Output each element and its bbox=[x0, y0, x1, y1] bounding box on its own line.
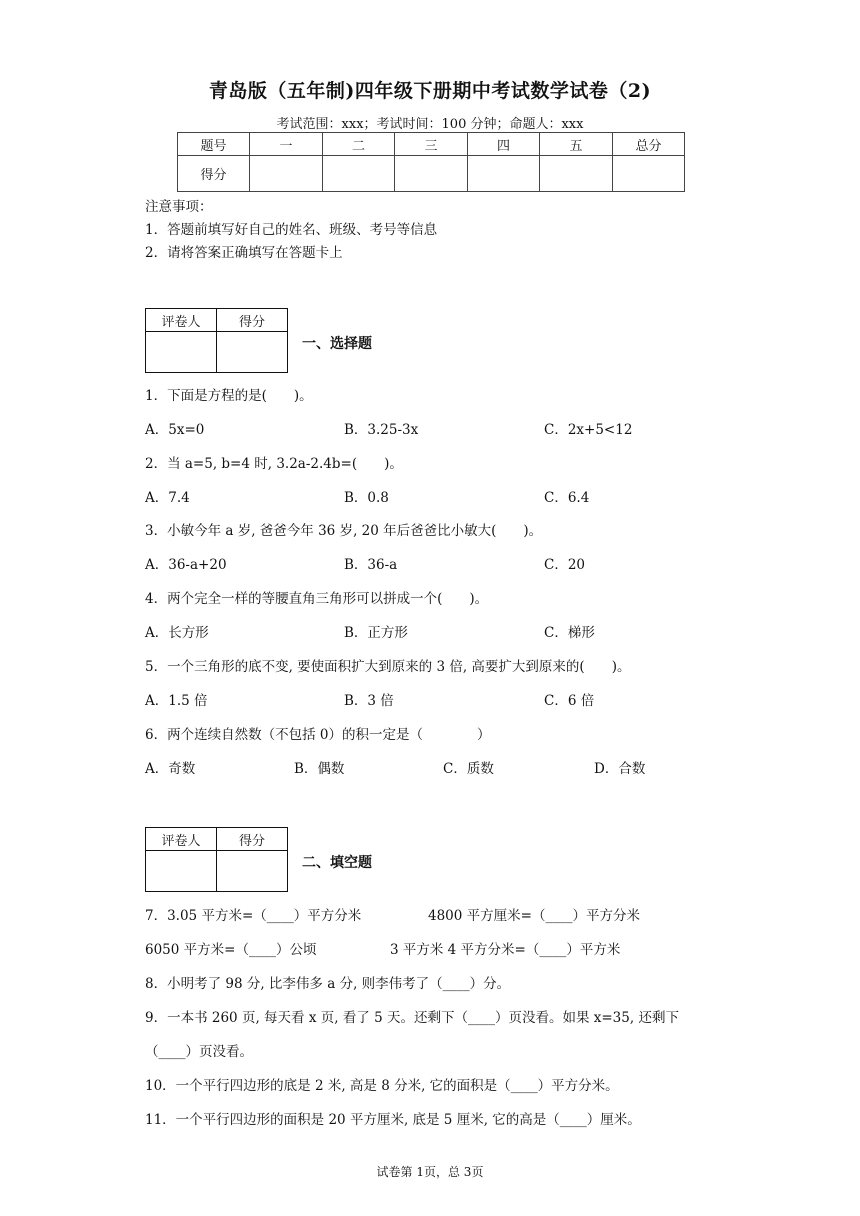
option-b[interactable]: B．3 倍 bbox=[344, 693, 394, 709]
option-a[interactable]: A．长方形 bbox=[145, 625, 209, 641]
grader-label: 评卷人 bbox=[146, 828, 217, 851]
option-a[interactable]: A．1.5 倍 bbox=[145, 693, 208, 709]
score-cell[interactable] bbox=[250, 156, 323, 192]
question-10: 10．一个平行四边形的底是 2 米, 高是 8 分米, 它的面积是（____）平方分米。 bbox=[145, 1078, 619, 1094]
question-7-part-4: 3 平方米 4 平方分米=（____）平方米 bbox=[390, 942, 621, 958]
option-b[interactable]: B．0.8 bbox=[344, 490, 389, 506]
exam-info: 考试范围：xxx；考试时间：100 分钟；命题人：xxx bbox=[276, 117, 584, 132]
score-table-header-row bbox=[178, 133, 685, 156]
grader-score-label: 得分 bbox=[217, 309, 288, 332]
question-1: 1．下面是方程的是( )。 bbox=[145, 388, 313, 404]
question-4: 4．两个完全一样的等腰直角三角形可以拼成一个( )。 bbox=[145, 591, 489, 607]
score-header-cell: 三 bbox=[395, 133, 468, 156]
score-header-cell: 五 bbox=[540, 133, 613, 156]
question-7-part-2: 4800 平方厘米=（____）平方分米 bbox=[428, 908, 640, 924]
section-title-fill: 二、填空题 bbox=[302, 855, 372, 871]
grader-score-label: 得分 bbox=[217, 828, 288, 851]
option-a[interactable]: A．奇数 bbox=[145, 761, 196, 777]
score-table-score-row bbox=[178, 156, 685, 192]
grader-label: 评卷人 bbox=[146, 309, 217, 332]
option-b[interactable]: B．36-a bbox=[344, 557, 398, 573]
grader-name-cell[interactable] bbox=[146, 332, 217, 373]
option-c[interactable]: C．20 bbox=[544, 557, 586, 573]
question-2: 2．当 a=5, b=4 时, 3.2a-2.4b=( )。 bbox=[145, 456, 403, 472]
option-c[interactable]: C．6 倍 bbox=[544, 693, 595, 709]
score-table bbox=[177, 132, 685, 192]
section-title-choice: 一、选择题 bbox=[302, 336, 372, 352]
score-cell[interactable] bbox=[613, 156, 685, 192]
question-9-line-2: （____）页没看。 bbox=[145, 1044, 253, 1060]
option-c[interactable]: C．梯形 bbox=[544, 625, 595, 641]
question-7-part-3: 6050 平方米=（____）公顷 bbox=[145, 942, 317, 958]
question-5: 5．一个三角形的底不变, 要使面积扩大到原来的 3 倍, 高要扩大到原来的( )。 bbox=[145, 659, 631, 675]
option-b[interactable]: B．正方形 bbox=[344, 625, 408, 641]
option-d[interactable]: D．合数 bbox=[594, 761, 646, 777]
question-7-part-1: 7．3.05 平方米=（____）平方分米 bbox=[145, 908, 362, 924]
notes-heading: 注意事项： bbox=[145, 199, 213, 215]
page-footer: 试卷第 1页，总 3页 bbox=[376, 1165, 484, 1179]
question-6: 6．两个连续自然数（不包括 0）的积一定是（ ） bbox=[145, 727, 491, 743]
score-cell[interactable] bbox=[468, 156, 540, 192]
grader-box bbox=[145, 308, 288, 373]
grader-score-cell[interactable] bbox=[217, 332, 288, 373]
option-a[interactable]: A．7.4 bbox=[145, 490, 190, 506]
question-9-line-1: 9．一本书 260 页, 每天看 x 页, 看了 5 天。还剩下（____）页没看。如果 x=35, 还剩下 bbox=[145, 1010, 679, 1026]
question-3: 3．小敏今年 a 岁, 爸爸今年 36 岁, 20 年后爸爸比小敏大( )。 bbox=[145, 523, 543, 539]
notes-item: 1．答题前填写好自己的姓名、班级、考号等信息 bbox=[145, 222, 438, 238]
option-a[interactable]: A．5x=0 bbox=[145, 422, 205, 438]
grader-box bbox=[145, 827, 288, 892]
question-11: 11．一个平行四边形的面积是 20 平方厘米, 底是 5 厘米, 它的高是（____）厘米。 bbox=[145, 1112, 641, 1128]
score-header-cell: 四 bbox=[468, 133, 540, 156]
option-a[interactable]: A．36-a+20 bbox=[145, 557, 227, 573]
option-b[interactable]: B．偶数 bbox=[294, 761, 345, 777]
score-header-cell: 二 bbox=[323, 133, 395, 156]
score-header-cell: 题号 bbox=[178, 133, 250, 156]
score-cell[interactable] bbox=[395, 156, 468, 192]
score-row-label: 得分 bbox=[178, 156, 250, 192]
notes-item: 2．请将答案正确填写在答题卡上 bbox=[145, 245, 343, 261]
score-header-cell: 总分 bbox=[613, 133, 685, 156]
option-c[interactable]: C．2x+5<12 bbox=[544, 422, 633, 438]
option-b[interactable]: B．3.25-3x bbox=[344, 422, 419, 438]
exam-title: 青岛版（五年制)四年级下册期中考试数学试卷（2) bbox=[208, 80, 652, 102]
option-c[interactable]: C．6.4 bbox=[544, 490, 590, 506]
score-cell[interactable] bbox=[323, 156, 395, 192]
grader-name-cell[interactable] bbox=[146, 851, 217, 892]
option-c[interactable]: C．质数 bbox=[443, 761, 494, 777]
question-8: 8．小明考了 98 分, 比李伟多 a 分, 则李伟考了（____）分。 bbox=[145, 976, 511, 992]
notes bbox=[145, 196, 437, 265]
score-cell[interactable] bbox=[540, 156, 613, 192]
grader-score-cell[interactable] bbox=[217, 851, 288, 892]
score-header-cell: 一 bbox=[250, 133, 323, 156]
